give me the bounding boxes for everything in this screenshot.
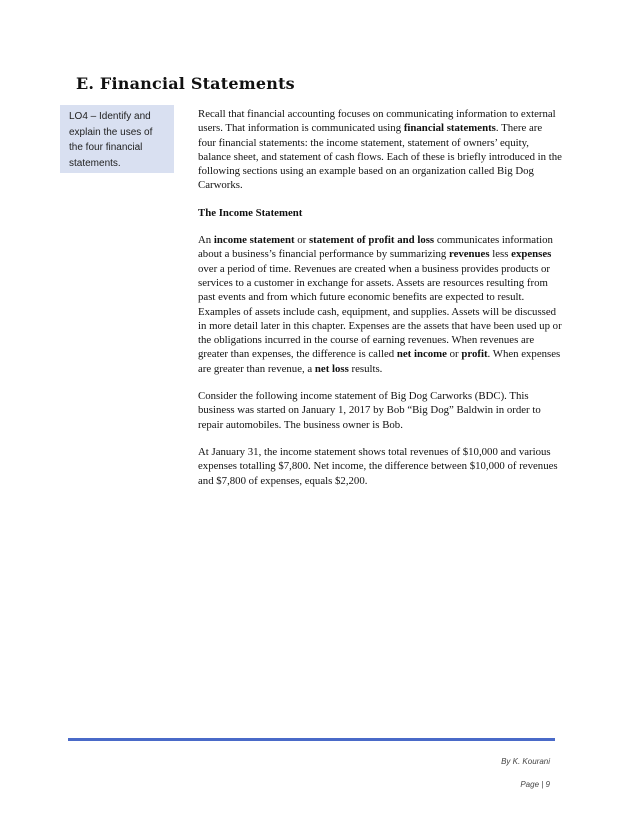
income-statement-heading: The Income Statement	[198, 206, 303, 219]
author-credit: By K. Kourani	[501, 757, 550, 766]
body-content	[198, 107, 562, 501]
january-results-paragraph: At January 31, the income statement shows total revenues of $10,000 and various expenses totalling $7,800. Net income, the difference between $10,000 of revenues and $7,800 of expenses, equals $2,200.	[198, 445, 558, 487]
learning-objective-box: LO4 – Identify and explain the uses of the four financial statements.	[60, 105, 174, 173]
bdc-paragraph: Consider the following income statement of Big Dog Carworks (BDC). This business was started on January 1, 2017 by Bob “Big Dog” Baldwin in order to repair automobiles. The business owner is Bob.	[198, 390, 541, 431]
footer-rule	[68, 738, 555, 741]
section-title: E. Financial Statements	[76, 74, 295, 93]
intro-paragraph: Recall that financial accounting focuses on communicating information to external users. That information is communicated using financial statements. There are four financial statements: the income statement, statement of owners’ equity, balance sheet, and statement of cash flows. Each of these is briefly introduced in the following sections using an example based on an organization called Big Dog Carworks.	[198, 108, 562, 192]
income-statement-paragraph: An income statement or statement of profit and loss communicates information about a business’s financial performance by summarizing revenues less expenses over a period of time. Revenues are created when a business provides products or services to a customer in exchange for assets. Assets are resources resulting from past events and from which future economic benefits are expected to result. Examples of assets include cash, equipment, and supplies. Assets will be discussed in more detail later in this chapter. Expenses are the assets that have been used up or the obligations incurred in the course of earning revenues. When revenues are greater than expenses, the difference is called net income or profit. When expenses are greater than revenue, a net loss results.	[198, 234, 562, 375]
page-number: Page | 9	[520, 780, 550, 789]
